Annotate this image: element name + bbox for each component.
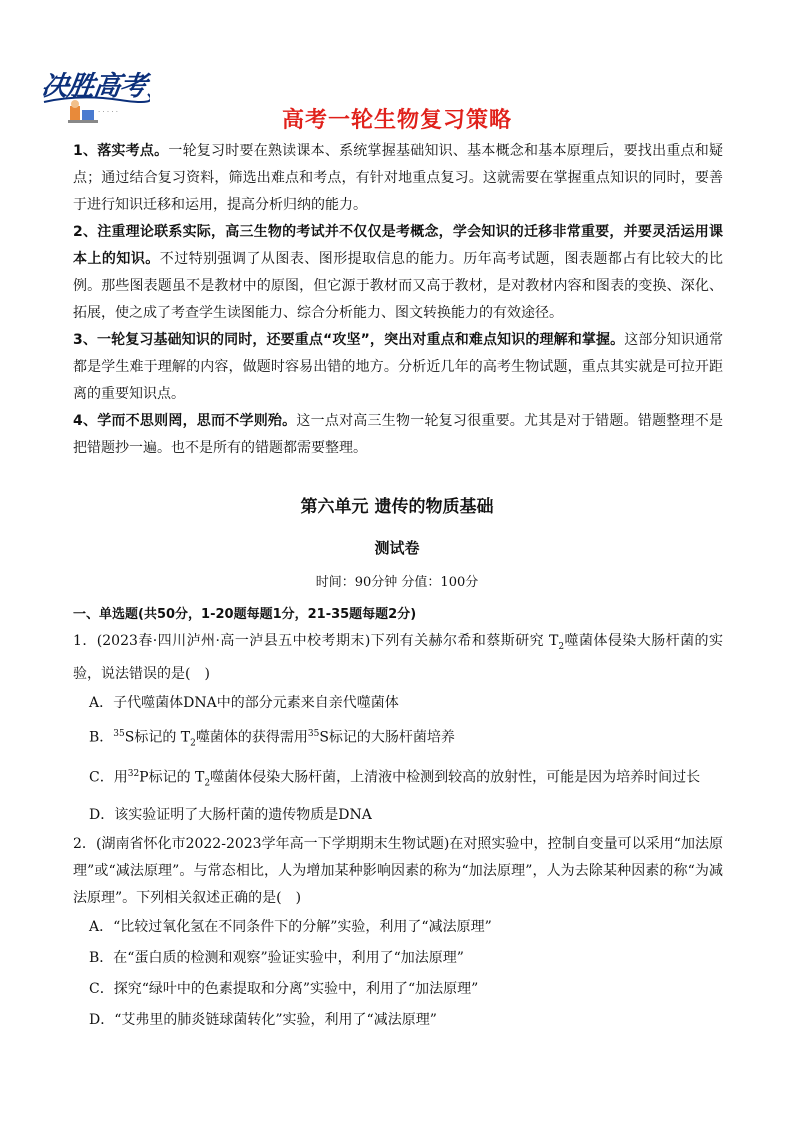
strategy-paragraph [73, 138, 723, 219]
strategy-body: 不过特别强调了从图表、图形提取信息的能力。历年高考试题，图表题都占有比较大的比例。那些图表题虽不是教材中的原图，但它源于教材而又高于教材，是对教材内容和图表的变换、深化、拓展，使之成了考查学生读图能力、综合分析能力、图文转换能力的有效途径。 [73, 251, 724, 321]
option-text: 噬菌体侵染大肠杆菌，上清液中检测到较高的放射性，可能是因为培养时间过长 [210, 769, 701, 786]
strategy-body: 这一点对高三生物一轮复习很重要。尤其是对于错题。错题整理不是把错题抄一遍。也不是所有的错题都需要整理。 [73, 413, 723, 456]
strategy-paragraph [73, 219, 723, 327]
strategy-lead: 4、学而不思则罔，思而不学则殆。 [73, 413, 297, 429]
option-text: D．该实验证明了大肠杆菌的遗传物质是DNA [89, 806, 372, 823]
question-1 [73, 628, 723, 831]
question-2 [73, 831, 723, 1036]
option-b[interactable] [73, 719, 723, 759]
option-d[interactable]: D．“艾弗里的肺炎链球菌转化”实验，利用了“减法原理” [89, 1011, 437, 1028]
option-superscript: 35 [113, 728, 125, 739]
option-text: S标记的大肠杆菌培养 [319, 729, 455, 746]
section-heading: 一、单选题(共50分，1-20题每题1分，21-35题每题2分) [73, 607, 417, 622]
option-a[interactable] [73, 688, 723, 719]
strategy-body: 一轮复习时要在熟读课本、系统掌握基础知识、基本概念和基本原理后，要找出重点和疑点；通过结合复习资料，筛选出难点和考点，有针对地重点复习。这就需要在掌握重点知识的同时，要善于进行知识迁移和运用，提高分析归纳的能力。 [73, 143, 723, 213]
option-subscript: 2 [190, 738, 196, 749]
option-subscript: 2 [204, 778, 211, 789]
option-text: A．子代噬菌体DNA中的部分元素来自亲代噬菌体 [89, 694, 399, 711]
stem-text: 噬菌体侵染大肠杆菌的实验，说法错误的是( ) [73, 633, 723, 682]
strategy-lead: 2、注重理论联系实际，高三生物的考试并不仅仅是考概念，学会知识的迁移非常重要，并要灵活运用课本上的知识。 [73, 224, 723, 267]
strategy-paragraph [73, 327, 723, 408]
option-c[interactable]: C．探究“绿叶中的色素提取和分离”实验中，利用了“加法原理” [89, 980, 479, 997]
strategy-body: 这部分知识通常都是学生难于理解的内容，做题时容易出错的地方。分析近几年的高考生物试题，重点其实就是可拉开距离的重要知识点。 [73, 332, 723, 402]
option-c[interactable] [73, 759, 723, 799]
strategy-lead: 3、一轮复习基础知识的同时，还要重点“攻坚”，突出对重点和难点知识的理解和掌握。 [73, 332, 625, 348]
unit-title: 第六单元 遗传的物质基础 [300, 497, 494, 517]
option-text: C．用 [89, 769, 128, 786]
stem-subscript: 2 [558, 641, 565, 652]
svg-text:· · · · ·: · · · · · [98, 108, 119, 116]
logo-text: 决胜高考 [39, 71, 148, 102]
option-superscript: 35 [307, 728, 320, 739]
option-b[interactable]: B．在“蛋白质的检测和观察”验证实验中，利用了“加法原理” [89, 949, 464, 966]
option-text: 噬菌体的获得需用 [195, 729, 308, 746]
time-score-line: 时间：90分钟 分值：100分 [315, 575, 479, 590]
main-title: 高考一轮生物复习策略 [281, 108, 512, 133]
option-text: S标记的 T [124, 729, 191, 746]
question-stem [73, 628, 723, 688]
test-title: 测试卷 [374, 539, 420, 557]
option-d[interactable] [73, 800, 723, 831]
strategy-paragraph [73, 408, 723, 462]
question-stem: 2．(湖南省怀化市2022-2023学年高一下学期期末生物试题)在对照实验中，控制自变量可以采用“加法原理”或“减法原理”。与常态相比，人为增加某种影响因素的称为“加法原理”，人为去除某种因素的称“为减法原理”。下列相关叙述正确的是( ) [73, 835, 723, 906]
option-text: P标记的 T [139, 769, 205, 786]
question-list [73, 628, 723, 1036]
option-superscript: 32 [127, 769, 140, 780]
strategy-section [73, 138, 723, 462]
option-text: B． [89, 729, 114, 746]
option-a[interactable]: A．“比较过氧化氢在不同条件下的分解”实验，利用了“减法原理” [89, 918, 492, 935]
strategy-lead: 1、落实考点。 [73, 143, 169, 159]
stem-text: 1．(2023春·四川泸州·高一泸县五中校考期末)下列有关赫尔希和蔡斯研究 T [73, 633, 559, 649]
